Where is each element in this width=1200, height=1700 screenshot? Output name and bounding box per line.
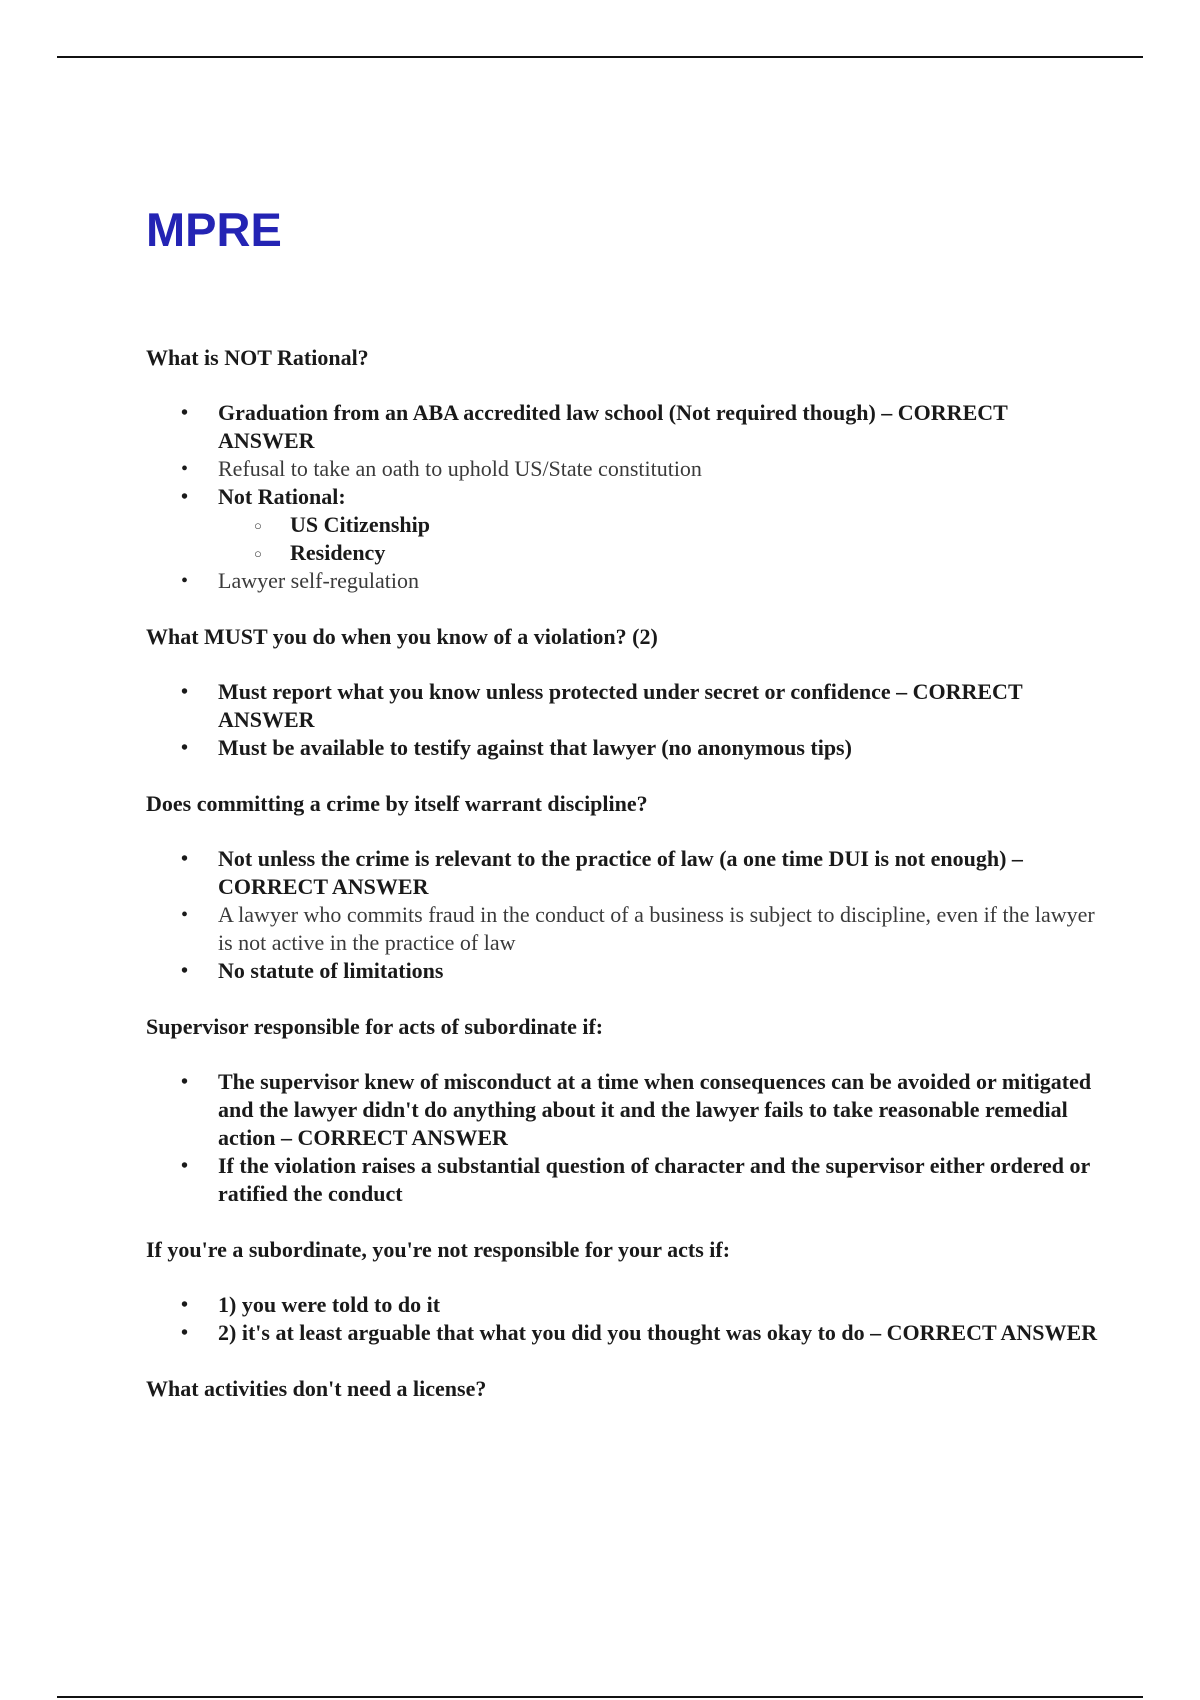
answer-list <box>146 678 1098 762</box>
question-heading: If you're a subordinate, you're not responsible for your acts if: <box>146 1237 731 1262</box>
page-bottom-rule <box>57 1696 1143 1698</box>
answer-list <box>146 1291 1098 1347</box>
answer-item: • Must report what you know unless protected under secret or confidence – CORRECT ANSWER <box>146 678 1098 734</box>
answer-item-with-sublist <box>146 483 1098 567</box>
answer-item: • 1) you were told to do it <box>146 1291 1098 1319</box>
question-heading: What is NOT Rational? <box>146 345 369 370</box>
answer-list <box>146 1068 1098 1208</box>
page-top-rule <box>57 56 1143 58</box>
answer-item: • Must be available to testify against that lawyer (no anonymous tips) <box>146 734 1098 762</box>
question-heading: Supervisor responsible for acts of subordinate if: <box>146 1014 604 1039</box>
question-heading: Does committing a crime by itself warrant discipline? <box>146 791 648 816</box>
question-heading: What activities don't need a license? <box>146 1376 487 1401</box>
page-title: MPRE <box>146 203 282 256</box>
document-body <box>146 198 1098 1403</box>
answer-item: • The supervisor knew of misconduct at a time when consequences can be avoided or mitigated and the lawyer didn't do anything about it and the lawyer fails to take reasonable remedial action – CORRECT ANSWER <box>146 1068 1098 1152</box>
question-heading: What MUST you do when you know of a violation? (2) <box>146 624 658 649</box>
answer-item: • 2) it's at least arguable that what you did you thought was okay to do – CORRECT ANSWER <box>146 1319 1098 1347</box>
answer-item: • Refusal to take an oath to uphold US/State constitution <box>146 455 1098 483</box>
answer-item: • Lawyer self-regulation <box>146 567 1098 595</box>
answer-item: • Not unless the crime is relevant to the practice of law (a one time DUI is not enough) – CORRECT ANSWER <box>146 845 1098 901</box>
answer-item: • No statute of limitations <box>146 957 1098 985</box>
answer-item-label: Not Rational: <box>218 484 346 509</box>
answer-item: • Graduation from an ABA accredited law school (Not required though) – CORRECT ANSWER <box>146 399 1098 455</box>
answer-list <box>146 845 1098 985</box>
sub-answer-item: ○ Residency <box>218 539 1098 567</box>
answer-item: • A lawyer who commits fraud in the conduct of a business is subject to discipline, even if the lawyer is not active in the practice of law <box>146 901 1098 957</box>
sub-answer-item: ○ US Citizenship <box>218 511 1098 539</box>
sub-answer-list <box>218 511 1098 567</box>
answer-list <box>146 399 1098 595</box>
answer-item: • If the violation raises a substantial question of character and the supervisor either ordered or ratified the conduct <box>146 1152 1098 1208</box>
